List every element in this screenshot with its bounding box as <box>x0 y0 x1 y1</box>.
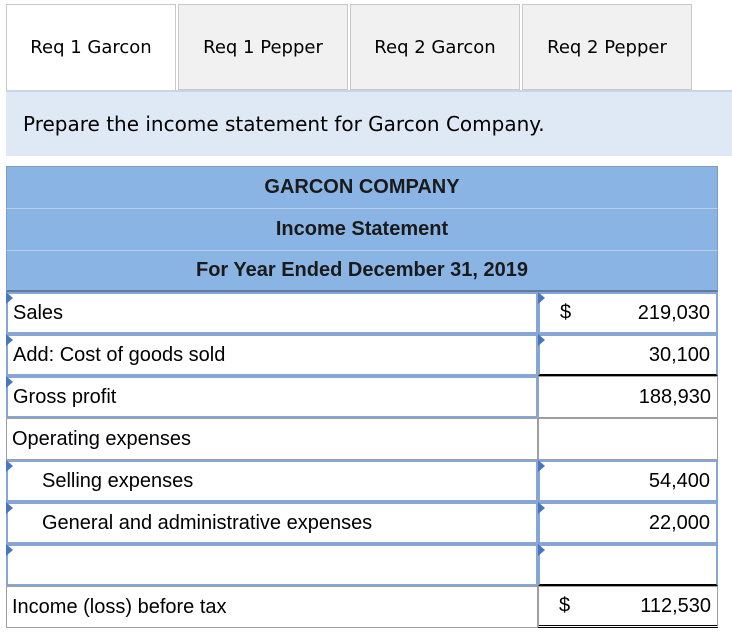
dropdown-flag-icon <box>538 502 545 514</box>
amount-value: 54,400 <box>648 469 710 492</box>
amount-cell <box>538 586 718 628</box>
amount-input[interactable] <box>538 460 718 502</box>
line-item-label[interactable]: Gross profit <box>6 376 538 418</box>
dropdown-flag-icon <box>6 460 13 472</box>
dropdown-flag-icon <box>6 292 13 304</box>
amount-value: 30,100 <box>648 343 710 366</box>
line-item-label: Operating expenses <box>6 418 538 460</box>
dropdown-flag-icon <box>538 544 545 556</box>
statement-period: For Year Ended December 31, 2019 <box>6 250 718 292</box>
amount-value: 188,930 <box>638 385 711 408</box>
dropdown-flag-icon <box>538 292 545 304</box>
currency-symbol: $ <box>560 301 572 324</box>
amount-input[interactable] <box>538 376 718 418</box>
dropdown-flag-icon <box>6 544 13 556</box>
amount-input[interactable] <box>538 544 718 586</box>
amount-cell <box>538 418 718 460</box>
line-item-label: Income (loss) before tax <box>6 586 538 628</box>
line-item-label[interactable]: Selling expenses <box>6 460 538 502</box>
table-row <box>6 544 718 586</box>
table-row <box>6 586 718 628</box>
tab-req2-garcon[interactable]: Req 2 Garcon <box>350 4 520 90</box>
line-item-label[interactable]: Add: Cost of goods sold <box>6 334 538 376</box>
instruction-text: Prepare the income statement for Garcon Company. <box>6 90 732 156</box>
amount-value: 219,030 <box>637 301 710 324</box>
table-row <box>6 418 718 460</box>
dropdown-flag-icon <box>6 376 13 388</box>
amount-input[interactable] <box>538 292 718 334</box>
amount-input[interactable] <box>538 502 718 544</box>
tab-req2-pepper[interactable]: Req 2 Pepper <box>522 4 692 90</box>
line-item-label[interactable]: Sales <box>6 292 538 334</box>
table-row <box>6 334 718 376</box>
company-name: GARCON COMPANY <box>6 166 718 208</box>
dropdown-flag-icon <box>538 334 545 346</box>
amount-value: 22,000 <box>648 511 710 534</box>
statement-title: Income Statement <box>6 208 718 250</box>
dropdown-flag-icon <box>6 334 13 346</box>
line-item-label[interactable] <box>6 544 538 586</box>
amount-value: 112,530 <box>640 594 711 617</box>
tab-req1-garcon[interactable]: Req 1 Garcon <box>6 4 176 90</box>
line-item-label[interactable]: General and administrative expenses <box>6 502 538 544</box>
table-row <box>6 502 718 544</box>
amount-input[interactable] <box>538 334 718 376</box>
tab-bar <box>6 4 726 90</box>
table-row <box>6 460 718 502</box>
dropdown-flag-icon <box>538 460 545 472</box>
income-statement <box>6 166 718 628</box>
table-row <box>6 292 718 334</box>
dropdown-flag-icon <box>6 502 13 514</box>
table-row <box>6 376 718 418</box>
tab-req1-pepper[interactable]: Req 1 Pepper <box>178 4 348 90</box>
currency-symbol: $ <box>559 594 571 617</box>
